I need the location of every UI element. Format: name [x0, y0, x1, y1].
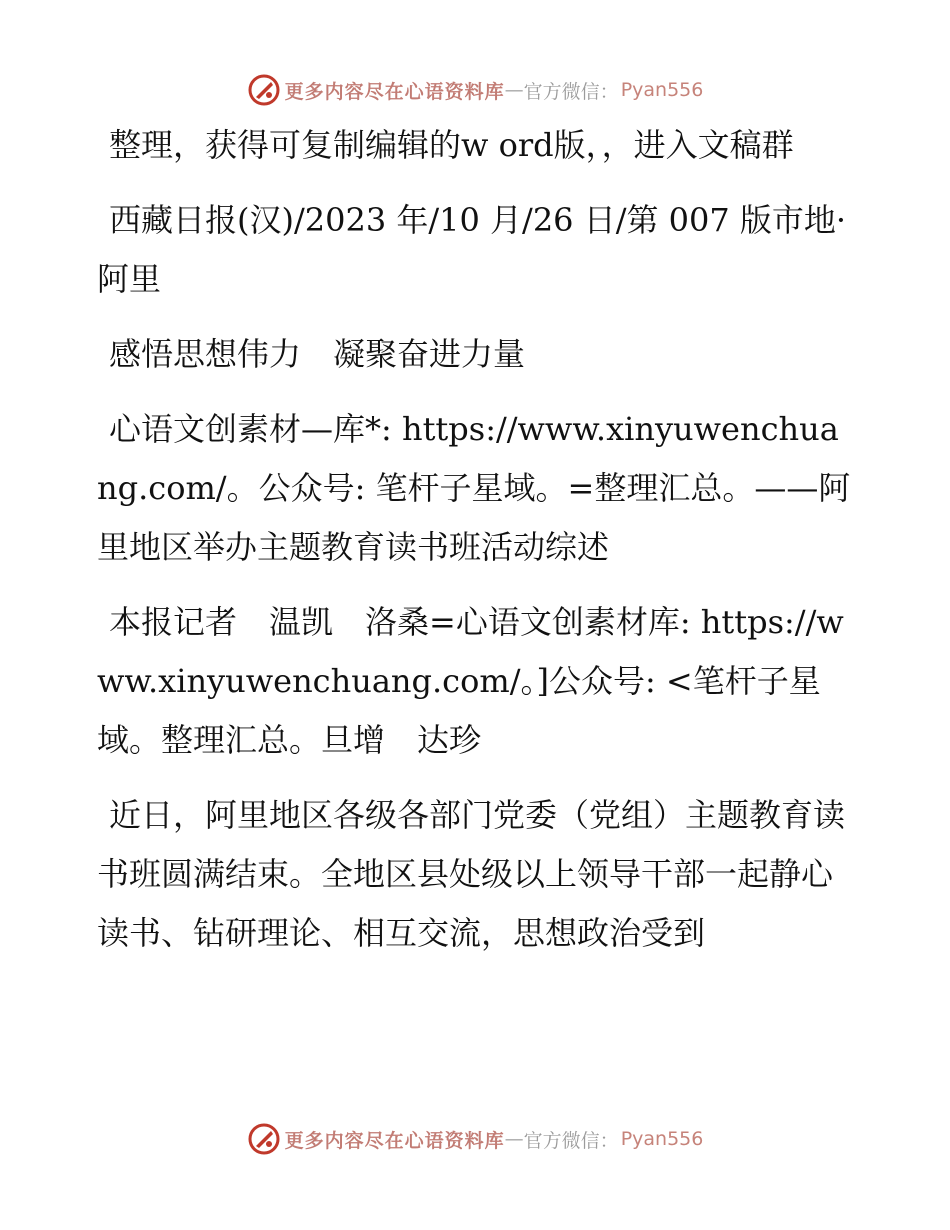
article-body-paragraph: 近日，阿里地区各级各部门党委（党组）主题教育读书班圆满结束。全地区县处级以上领导干部一起静心读书、钻研理论、相互交流，思想政治受到 [97, 796, 846, 952]
banner-wechat-id: Pyan556 [620, 79, 704, 101]
banner-wechat-id: Pyan556 [620, 1128, 704, 1150]
article-subheadline: 心语文创素材—库*: https://www.xinyuwenchuang.com/。公众号: 笔杆子星域。=整理汇总。——阿里地区举办主题教育读书班活动综述 [97, 410, 851, 566]
paragraph-intro: 整理，获得可复制编辑的w ord版，，进入文稿群 [109, 126, 794, 164]
article-headline: 感悟思想伟力 凝聚奋进力量 [109, 335, 526, 373]
article-byline: 本报记者 温凯 洛桑=心语文创素材库: https://www.xinyuwenchuang.com/。]公众号: <笔杆子星域。整理汇总。旦增 达珍 [97, 603, 844, 759]
banner-separator: — [504, 1128, 524, 1150]
banner-main-text: 更多内容尽在心语资料库 [284, 80, 505, 103]
banner-separator: — [504, 79, 524, 101]
banner-main-text: 更多内容尽在心语资料库 [284, 1129, 505, 1152]
paragraph-source: 西藏日报(汉)/2023 年/10 月/26 日/第 007 版市地· 阿里 [97, 201, 847, 298]
header-watermark-banner [0, 68, 950, 112]
logo-icon [247, 1122, 281, 1156]
logo-icon [247, 73, 281, 107]
banner-sub-text: 官方微信： [523, 1129, 619, 1152]
document-body [97, 116, 857, 979]
banner-sub-text: 官方微信： [523, 80, 619, 103]
footer-watermark-banner [0, 1117, 950, 1161]
